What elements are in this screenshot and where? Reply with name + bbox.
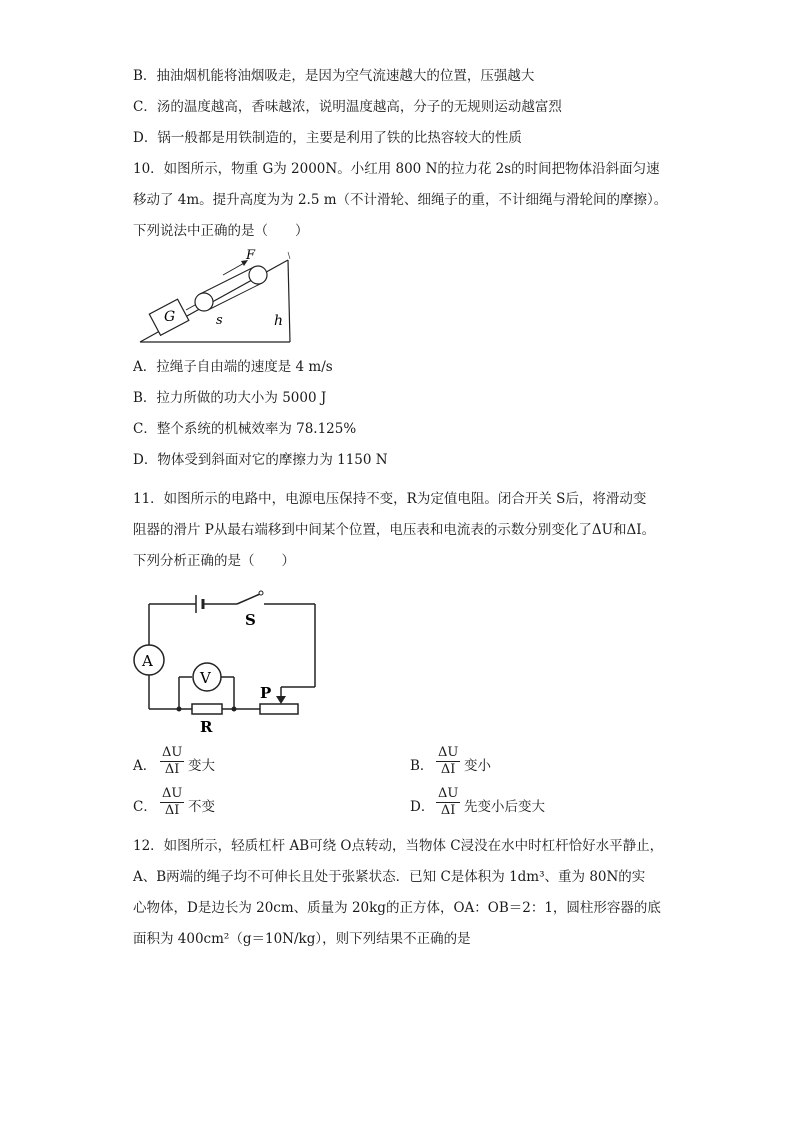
rheostat xyxy=(260,704,298,714)
q11-stem-line-2: 阻器的滑片 P从最右端移到中间某个位置，电压表和电流表的示数分别变化了ΔU和ΔI。 xyxy=(133,522,656,538)
prev-option-c: C．汤的温度越高，香味越浓，说明温度越高，分子的无规则运动越富烈 xyxy=(133,99,562,115)
q11-option-c-letter: C． xyxy=(133,799,157,815)
q12-stem-line-3: 心物体，D是边长为 20cm、质量为 20kg的正方体，OA：OB＝2：1，圆柱形容器的底 xyxy=(133,900,661,916)
q10-option-b: B．拉力所做的功大小为 5000 J xyxy=(133,390,327,406)
q11-stem-line-3: 下列分析正确的是（ ） xyxy=(133,553,295,569)
q11-option-a-text: 变大 xyxy=(188,758,215,774)
fraction-denominator: ΔI xyxy=(440,803,456,818)
q11-option-a-letter: A． xyxy=(133,758,157,774)
q11-option-d-fraction xyxy=(436,786,460,819)
label-s: s xyxy=(216,313,223,328)
q11-option-b-fraction xyxy=(436,745,460,778)
fraction-denominator: ΔI xyxy=(164,803,180,818)
q11-option-d-text: 先变小后变大 xyxy=(464,799,545,815)
label-voltmeter: V xyxy=(200,669,211,687)
label-ammeter: A xyxy=(142,652,153,670)
q12-stem-line-4: 面积为 400cm²（g＝10N/kg），则下列结果不正确的是 xyxy=(133,931,471,947)
q10-incline-figure xyxy=(138,247,298,347)
q10-option-c: C．整个系统的机械效率为 78.125% xyxy=(133,421,357,437)
q11-option-b-text: 变小 xyxy=(464,758,491,774)
q10-stem-line-2: 移动了 4m。提升高度为为 2.5 m（不计滑轮、细绳子的重，不计细绳与滑轮间的摩擦）。 xyxy=(133,192,668,208)
q10-option-d: D．物体受到斜面对它的摩擦力为 1150 N xyxy=(133,452,388,468)
fraction-numerator: ΔU xyxy=(162,786,183,801)
q12-stem-line-1: 12．如图所示，轻质杠杆 AB可绕 O点转动，当物体 C浸没在水中时杠杆恰好水平静止， xyxy=(133,838,664,854)
fraction-denominator: ΔI xyxy=(164,762,180,777)
resistor-r xyxy=(192,704,222,714)
prev-option-d: D．锅一般都是用铁制造的，主要是利用了铁的比热容较大的性质 xyxy=(133,130,522,146)
q11-option-d-letter: D． xyxy=(410,799,435,815)
q11-option-c-text: 不变 xyxy=(188,799,215,815)
label-h: h xyxy=(274,313,284,329)
q10-stem-line-1: 10．如图所示，物重 G为 2000N。小红用 800 N的拉力花 2s的时间把物体沿斜面匀速 xyxy=(133,161,660,177)
fraction-numerator: ΔU xyxy=(162,745,183,760)
q11-option-b-letter: B． xyxy=(410,758,434,774)
q11-option-c-fraction xyxy=(160,786,184,819)
fraction-denominator: ΔI xyxy=(440,762,456,777)
prev-option-b: B．抽油烟机能将油烟吸走，是因为空气流速越大的位置，压强越大 xyxy=(133,68,535,84)
q11-circuit-figure xyxy=(130,590,330,738)
label-slider: P xyxy=(260,684,272,702)
q10-option-a: A．拉绳子自由端的速度是 4 m/s xyxy=(133,359,333,375)
q11-option-a-fraction xyxy=(160,745,184,778)
label-g: G xyxy=(164,309,176,325)
q12-stem-line-2: A、B两端的绳子均不可伸长且处于张紧状态．已知 C是体积为 1dm³、重为 80N的实 xyxy=(133,869,646,885)
fraction-numerator: ΔU xyxy=(438,745,459,760)
label-f: F xyxy=(246,248,256,263)
fraction-numerator: ΔU xyxy=(438,786,459,801)
label-switch: S xyxy=(245,611,256,629)
switch-s xyxy=(237,594,260,604)
label-resistor: R xyxy=(200,718,213,736)
q10-stem-line-3: 下列说法中正确的是（ ） xyxy=(133,223,309,239)
q11-stem-line-1: 11．如图所示的电路中，电源电压保持不变，R为定值电阻。闭合开关 S后，将滑动变 xyxy=(133,491,647,507)
